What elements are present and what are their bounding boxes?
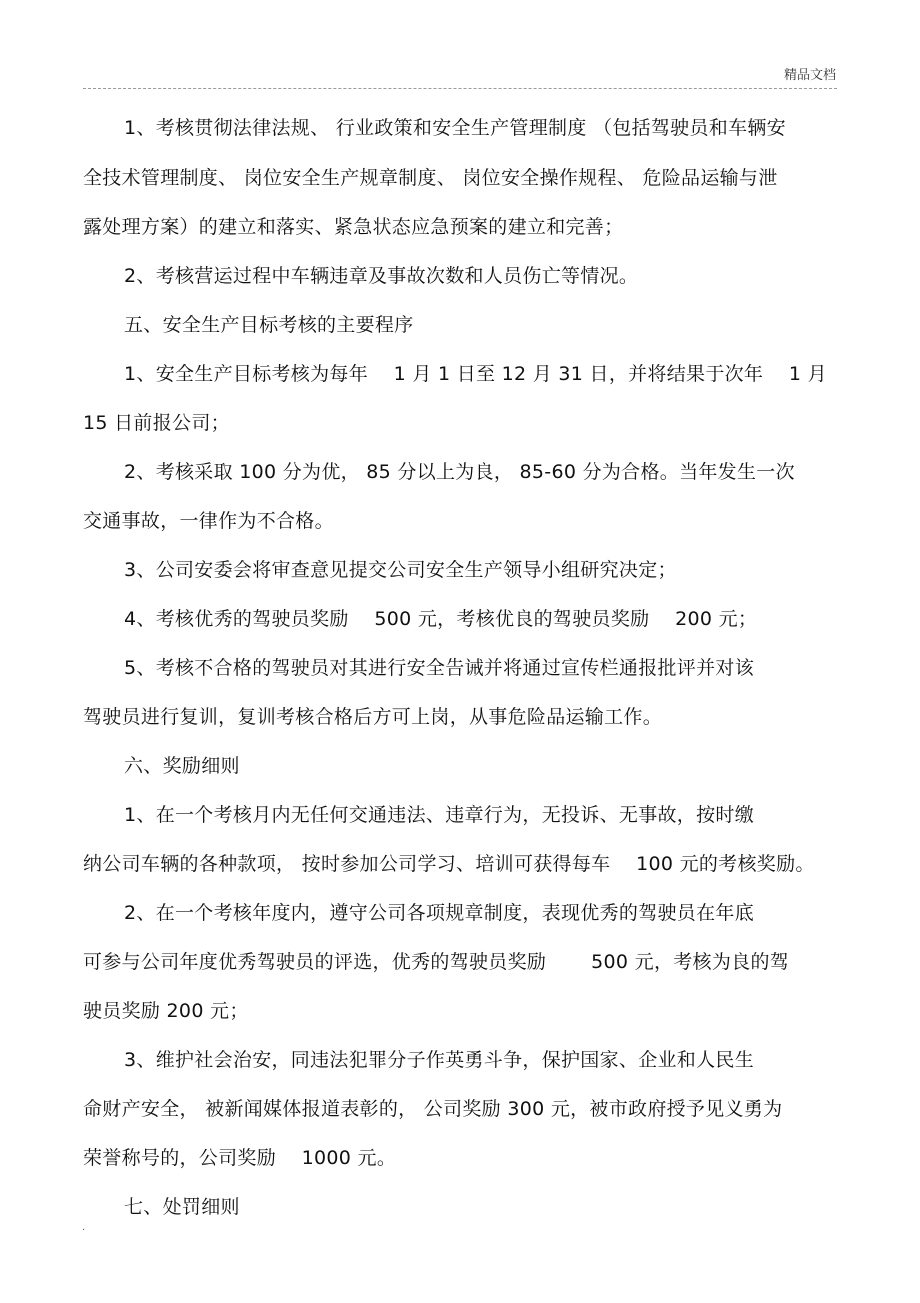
section-heading: 五、安全生产目标考核的主要程序 (124, 314, 414, 336)
paragraph-line: 露处理方案）的建立和落实、紧急状态应急预案的建立和完善； (83, 216, 624, 238)
paragraph-line: 4、考核优秀的驾驶员奖励 500 元，考核优良的驾驶员奖励 200 元； (124, 608, 758, 630)
paragraph-line: 命财产安全， 被新闻媒体报道表彰的， 公司奖励 300 元，被市政府授予见义勇为 (83, 1098, 783, 1120)
paragraph-line: 2、在一个考核年度内，遵守公司各项规章制度，表现优秀的驾驶员在年底 (124, 902, 754, 924)
paragraph-line: 15 日前报公司； (83, 412, 230, 434)
footer-mark: . (82, 1222, 86, 1233)
paragraph-line: 1、考核贯彻法律法规、 行业政策和安全生产管理制度 （包括驾驶员和车辆安 (124, 117, 786, 139)
paragraph-line: 2、考核采取 100 分为优， 85 分以上为良， 85-60 分为合格。当年发生一次 (124, 461, 795, 483)
header-label: 精品文档 (783, 68, 836, 83)
paragraph-line: 1、在一个考核月内无任何交通违法、违章行为，无投诉、无事故，按时缴 (124, 804, 754, 826)
paragraph-line: 驾驶员进行复训，复训考核合格后方可上岗，从事危险品运输工作。 (83, 706, 663, 728)
paragraph-line: 5、考核不合格的驾驶员对其进行安全告诫并将通过宣传栏通报批评并对该 (124, 657, 754, 679)
paragraph-line: 2、考核营运过程中车辆违章及事故次数和人员伤亡等情况。 (124, 265, 639, 287)
paragraph-line: 1、安全生产目标考核为每年 1 月 1 日至 12 月 31 日，并将结果于次年 1 月 (124, 363, 827, 385)
section-heading: 六、奖励细则 (124, 755, 240, 777)
paragraph-line: 荣誉称号的，公司奖励 1000 元。 (83, 1147, 397, 1169)
paragraph-line: 交通事故，一律作为不合格。 (83, 510, 334, 532)
section-heading: 七、处罚细则 (124, 1196, 240, 1218)
paragraph-line: 3、维护社会治安，同违法犯罪分子作英勇斗争，保护国家、企业和人民生 (124, 1049, 754, 1071)
paragraph-line: 驶员奖励 200 元； (83, 1000, 249, 1022)
header-divider (83, 88, 837, 89)
paragraph-line: 3、公司安委会将审查意见提交公司安全生产领导小组研究决定； (124, 559, 677, 581)
paragraph-line: 可参与公司年度优秀驾驶员的评选，优秀的驾驶员奖励 500 元，考核为良的驾 (83, 951, 790, 973)
paragraph-line: 纳公司车辆的各种款项， 按时参加公司学习、培训可获得每车 100 元的考核奖励。 (83, 853, 815, 875)
paragraph-line: 全技术管理制度、 岗位安全生产规章制度、 岗位安全操作规程、 危险品运输与泄 (83, 167, 778, 189)
